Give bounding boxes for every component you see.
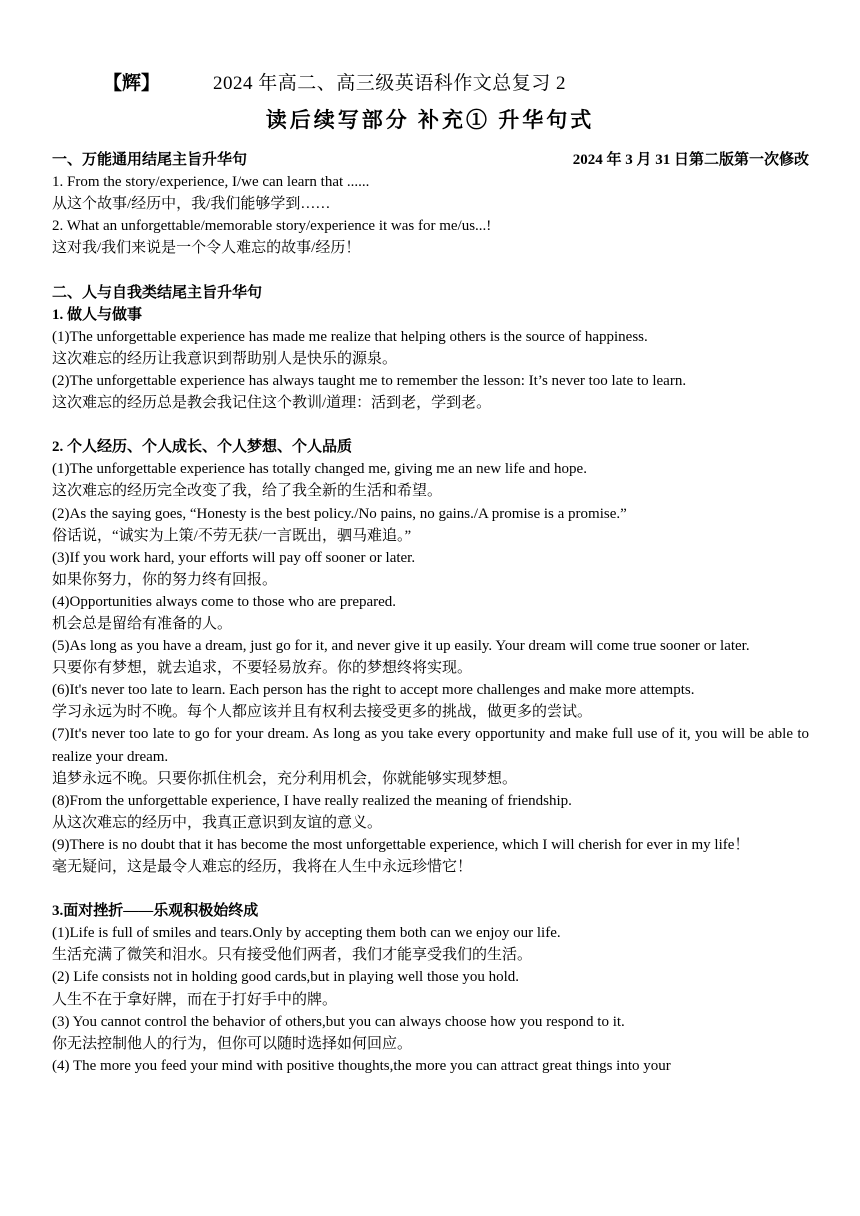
sentence-zh: 毫无疑问，这是最令人难忘的经历，我将在人生中永远珍惜它！ [52, 859, 473, 875]
spacer [52, 414, 809, 436]
sentence-zh: 这次难忘的经历让我意识到帮助别人是快乐的源泉。 [52, 350, 398, 367]
sentence-zh: 这次难忘的经历完全改变了我，给了我全新的生活和希望。 [52, 483, 443, 500]
section-1-heading: 一、万能通用结尾主旨升华句 [52, 152, 248, 168]
section-2-heading: 二、人与自我类结尾主旨升华句 [52, 284, 263, 301]
sentence-zh: 人生不在于拿好牌，而在于打好手中的牌。 [52, 991, 338, 1008]
sentence-en: 1. From the story/experience, I/we can learn that ...... [52, 174, 370, 191]
sentence-en: 2. What an unforgettable/memorable story/experience it was for me/us...! [52, 218, 492, 235]
revision-date: 2024 年 3 月 31 日第二版第一次修改 [572, 152, 809, 168]
sentence-zh: 从这个故事/经历中，我/我们能够学到…… [52, 196, 331, 213]
subsection-heading: 3.面对挫折——乐观积极始终成 [52, 903, 259, 920]
subsection-heading: 2. 个人经历、个人成长、个人梦想、个人品质 [52, 439, 353, 456]
sentence-zh: 生活充满了微笑和泪水。只有接受他们两者，我们才能享受我们的生活。 [52, 947, 533, 964]
sentence-en: (6)It's never too late to learn. Each person has the right to accept more challenges and make more attempts. [52, 682, 695, 699]
sentence-zh: 只要你有梦想，就去追求，不要轻易放弃。你的梦想终将实现。 [52, 660, 473, 677]
sentence-en: (3) You cannot control the behavior of others,but you can always choose how you respond to it. [52, 1013, 625, 1030]
sentence-en: (2) Life consists not in holding good cards,but in playing well those you hold. [52, 969, 520, 986]
document-subtitle: 读后续写部分 补充① 升华句式 [265, 108, 595, 132]
sentence-zh: 机会总是留给有准备的人。 [52, 615, 233, 632]
sentence-zh: 这对我/我们来说是一个令人难忘的故事/经历！ [52, 240, 361, 257]
sentence-en: (2)As the saying goes, “Honesty is the best policy./No pains, no gains./A promise is a promise.” [52, 505, 627, 522]
section-1-heading-row [52, 149, 809, 171]
sentence-en: (1)The unforgettable experience has totally changed me, giving me an new life and hope. [52, 461, 587, 478]
spacer [52, 878, 809, 900]
sentence-zh: 如果你努力，你的努力终有回报。 [52, 571, 278, 588]
sentence-zh: 追梦永远不晚。只要你抓住机会，充分利用机会，你就能够实现梦想。 [52, 770, 518, 787]
subsection-heading: 1. 做人与做事 [52, 306, 143, 323]
sentence-en: (1)Life is full of smiles and tears.Only by accepting them both can we enjoy our life. [52, 925, 561, 942]
sentence-en: (3)If you work hard, your efforts will pay off sooner or later. [52, 549, 416, 566]
sentence-en: (5)As long as you have a dream, just go for it, and never give it up easily. Your dream will come true sooner or later. [52, 638, 750, 655]
sentence-en: (7)It's never too late to go for your dream. As long as you take every opportunity and make full use of it, you will be able to realize your dream. [52, 726, 809, 765]
sentence-zh: 你无法控制他人的行为，但你可以随时选择如何回应。 [52, 1035, 413, 1052]
sentence-zh: 学习永远为时不晚。每个人都应该并且有权利去接受更多的挑战，做更多的尝试。 [52, 704, 593, 721]
sentence-en: (9)There is no doubt that it has become the most unforgettable experience, which I will cherish for ever in my life！ [52, 836, 750, 853]
spacer [52, 259, 809, 281]
sentence-zh: 俗话说，“诚实为上策/不劳无获/一言既出，驷马难追。” [52, 527, 412, 544]
sentence-en: (8)From the unforgettable experience, I have really realized the meaning of friendship. [52, 792, 572, 809]
author-tag: 【辉】 [103, 73, 161, 94]
document-body [52, 149, 809, 1077]
sentence-zh: 从这次难忘的经历中，我真正意识到友谊的意义。 [52, 814, 383, 831]
sentence-en: (4)Opportunities always come to those who are prepared. [52, 593, 397, 610]
sentence-en: (2)The unforgettable experience has always taught me to remember the lesson: It’s never too late to learn. [52, 372, 687, 389]
sentence-en: (4) The more you feed your mind with positive thoughts,the more you can attract great things into your [52, 1057, 671, 1074]
document-title: 2024 年高二、高三级英语科作文总复习 2 [213, 73, 567, 94]
sentence-zh: 这次难忘的经历总是教会我记住这个教训/道理：活到老，学到老。 [52, 395, 492, 412]
sentence-en: (1)The unforgettable experience has made me realize that helping others is the source of happiness. [52, 328, 648, 345]
